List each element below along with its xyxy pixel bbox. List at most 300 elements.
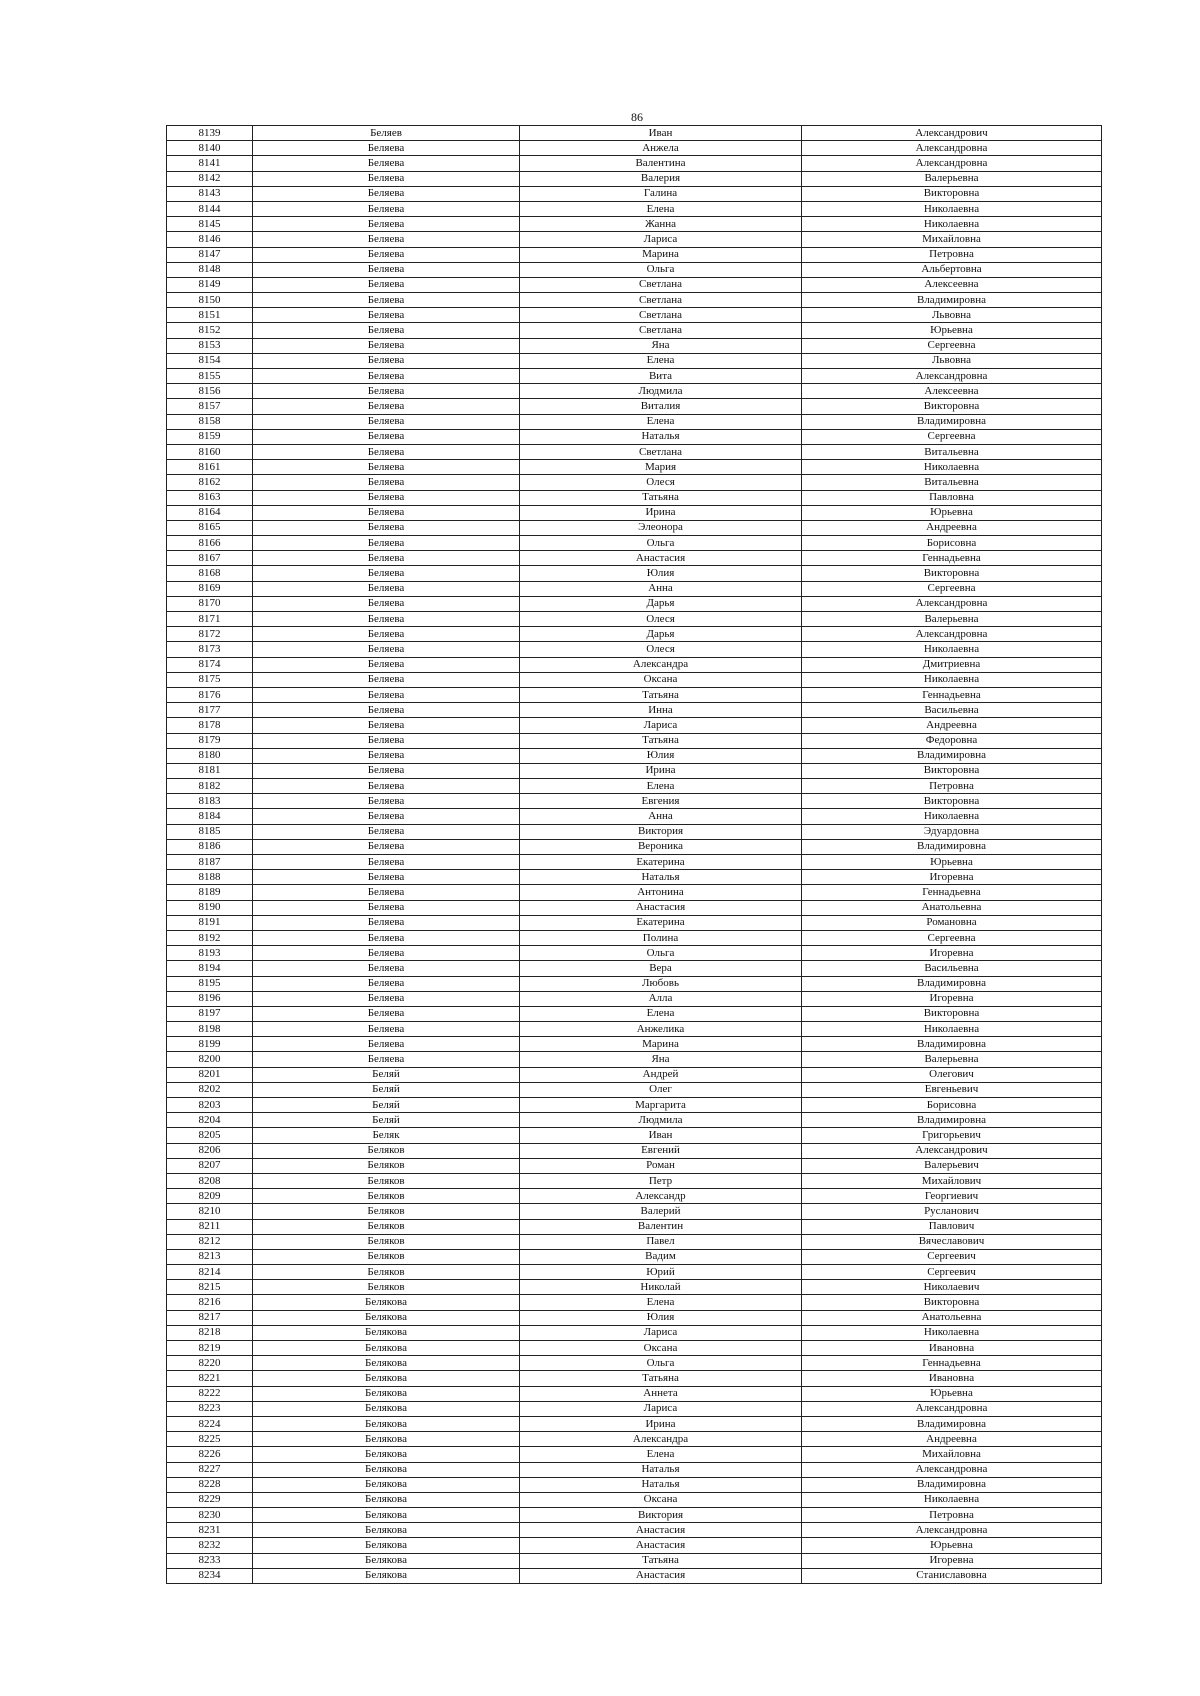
record-number-cell: 8146 — [167, 232, 253, 247]
record-number-cell: 8163 — [167, 490, 253, 505]
last-name-cell: Беляков — [253, 1204, 520, 1219]
first-name-cell: Ольга — [520, 262, 802, 277]
last-name-cell: Беляева — [253, 551, 520, 566]
first-name-cell: Валерия — [520, 171, 802, 186]
table-row — [167, 384, 1102, 399]
first-name-cell: Ольга — [520, 946, 802, 961]
record-number-cell: 8202 — [167, 1082, 253, 1097]
record-number-cell: 8155 — [167, 369, 253, 384]
last-name-cell: Беляева — [253, 429, 520, 444]
table-row — [167, 1371, 1102, 1386]
last-name-cell: Беляева — [253, 1052, 520, 1067]
patronymic-cell: Дмитриевна — [802, 657, 1102, 672]
last-name-cell: Беляева — [253, 247, 520, 262]
first-name-cell: Антонина — [520, 885, 802, 900]
patronymic-cell: Николаевна — [802, 201, 1102, 216]
registry-rows — [167, 126, 1102, 1584]
record-number-cell: 8161 — [167, 460, 253, 475]
record-number-cell: 8225 — [167, 1432, 253, 1447]
record-number-cell: 8172 — [167, 627, 253, 642]
table-row — [167, 1462, 1102, 1477]
last-name-cell: Беляева — [253, 490, 520, 505]
last-name-cell: Белякова — [253, 1310, 520, 1325]
patronymic-cell: Романовна — [802, 915, 1102, 930]
record-number-cell: 8223 — [167, 1401, 253, 1416]
table-row — [167, 1432, 1102, 1447]
record-number-cell: 8184 — [167, 809, 253, 824]
table-row — [167, 1508, 1102, 1523]
first-name-cell: Елена — [520, 1006, 802, 1021]
table-row — [167, 870, 1102, 885]
record-number-cell: 8182 — [167, 779, 253, 794]
table-row — [167, 1143, 1102, 1158]
patronymic-cell: Геннадьевна — [802, 551, 1102, 566]
table-row — [167, 293, 1102, 308]
table-row — [167, 1189, 1102, 1204]
patronymic-cell: Петровна — [802, 1508, 1102, 1523]
table-row — [167, 520, 1102, 535]
patronymic-cell: Юрьевна — [802, 855, 1102, 870]
table-row — [167, 1341, 1102, 1356]
table-row — [167, 809, 1102, 824]
record-number-cell: 8154 — [167, 353, 253, 368]
last-name-cell: Беляева — [253, 414, 520, 429]
patronymic-cell: Сергеевич — [802, 1265, 1102, 1280]
first-name-cell: Людмила — [520, 1113, 802, 1128]
record-number-cell: 8227 — [167, 1462, 253, 1477]
last-name-cell: Беляева — [253, 672, 520, 687]
record-number-cell: 8228 — [167, 1477, 253, 1492]
first-name-cell: Анастасия — [520, 900, 802, 915]
last-name-cell: Беляева — [253, 733, 520, 748]
first-name-cell: Екатерина — [520, 855, 802, 870]
table-row — [167, 657, 1102, 672]
patronymic-cell: Андреевна — [802, 520, 1102, 535]
record-number-cell: 8193 — [167, 946, 253, 961]
patronymic-cell: Владимировна — [802, 839, 1102, 854]
patronymic-cell: Игоревна — [802, 1553, 1102, 1568]
table-row — [167, 991, 1102, 1006]
patronymic-cell: Валерьевна — [802, 171, 1102, 186]
first-name-cell: Валентин — [520, 1219, 802, 1234]
first-name-cell: Анна — [520, 809, 802, 824]
last-name-cell: Беляева — [253, 885, 520, 900]
record-number-cell: 8201 — [167, 1067, 253, 1082]
first-name-cell: Ирина — [520, 763, 802, 778]
last-name-cell: Беляева — [253, 839, 520, 854]
record-number-cell: 8141 — [167, 156, 253, 171]
patronymic-cell: Владимировна — [802, 414, 1102, 429]
last-name-cell: Беляева — [253, 505, 520, 520]
last-name-cell: Белякова — [253, 1447, 520, 1462]
table-row — [167, 718, 1102, 733]
record-number-cell: 8214 — [167, 1265, 253, 1280]
patronymic-cell: Николаевна — [802, 460, 1102, 475]
table-row — [167, 915, 1102, 930]
first-name-cell: Анастасия — [520, 1568, 802, 1583]
patronymic-cell: Николаевна — [802, 217, 1102, 232]
record-number-cell: 8170 — [167, 596, 253, 611]
first-name-cell: Светлана — [520, 444, 802, 459]
patronymic-cell: Петровна — [802, 779, 1102, 794]
patronymic-cell: Андреевна — [802, 1432, 1102, 1447]
last-name-cell: Беляева — [253, 460, 520, 475]
last-name-cell: Беляева — [253, 657, 520, 672]
table-row — [167, 1386, 1102, 1401]
record-number-cell: 8189 — [167, 885, 253, 900]
last-name-cell: Белякова — [253, 1477, 520, 1492]
patronymic-cell: Геннадьевна — [802, 687, 1102, 702]
record-number-cell: 8194 — [167, 961, 253, 976]
table-row — [167, 1173, 1102, 1188]
first-name-cell: Роман — [520, 1158, 802, 1173]
last-name-cell: Белякова — [253, 1356, 520, 1371]
patronymic-cell: Викторовна — [802, 763, 1102, 778]
record-number-cell: 8186 — [167, 839, 253, 854]
first-name-cell: Вероника — [520, 839, 802, 854]
first-name-cell: Юлия — [520, 748, 802, 763]
first-name-cell: Иван — [520, 1128, 802, 1143]
record-number-cell: 8230 — [167, 1508, 253, 1523]
last-name-cell: Беляева — [253, 566, 520, 581]
patronymic-cell: Игоревна — [802, 870, 1102, 885]
table-row — [167, 566, 1102, 581]
first-name-cell: Марина — [520, 1037, 802, 1052]
patronymic-cell: Михайлович — [802, 1173, 1102, 1188]
patronymic-cell: Витальевна — [802, 475, 1102, 490]
record-number-cell: 8191 — [167, 915, 253, 930]
patronymic-cell: Валерьевич — [802, 1158, 1102, 1173]
record-number-cell: 8139 — [167, 126, 253, 141]
record-number-cell: 8153 — [167, 338, 253, 353]
last-name-cell: Беляева — [253, 536, 520, 551]
table-row — [167, 763, 1102, 778]
first-name-cell: Елена — [520, 779, 802, 794]
first-name-cell: Лариса — [520, 1325, 802, 1340]
table-row — [167, 551, 1102, 566]
record-number-cell: 8179 — [167, 733, 253, 748]
first-name-cell: Лариса — [520, 232, 802, 247]
patronymic-cell: Николаевна — [802, 1022, 1102, 1037]
patronymic-cell: Владимировна — [802, 976, 1102, 991]
patronymic-cell: Николаевна — [802, 809, 1102, 824]
first-name-cell: Татьяна — [520, 490, 802, 505]
table-row — [167, 1568, 1102, 1583]
patronymic-cell: Витальевна — [802, 444, 1102, 459]
table-row — [167, 1219, 1102, 1234]
last-name-cell: Белякова — [253, 1568, 520, 1583]
patronymic-cell: Владимировна — [802, 1037, 1102, 1052]
first-name-cell: Татьяна — [520, 733, 802, 748]
record-number-cell: 8211 — [167, 1219, 253, 1234]
patronymic-cell: Александровна — [802, 1401, 1102, 1416]
patronymic-cell: Сергеевна — [802, 429, 1102, 444]
patronymic-cell: Геннадьевна — [802, 1356, 1102, 1371]
record-number-cell: 8192 — [167, 930, 253, 945]
last-name-cell: Беляева — [253, 232, 520, 247]
last-name-cell: Беляева — [253, 171, 520, 186]
record-number-cell: 8188 — [167, 870, 253, 885]
first-name-cell: Петр — [520, 1173, 802, 1188]
last-name-cell: Беляева — [253, 855, 520, 870]
table-row — [167, 1082, 1102, 1097]
last-name-cell: Беляева — [253, 809, 520, 824]
first-name-cell: Екатерина — [520, 915, 802, 930]
table-row — [167, 839, 1102, 854]
first-name-cell: Юлия — [520, 1310, 802, 1325]
first-name-cell: Наталья — [520, 1477, 802, 1492]
first-name-cell: Галина — [520, 186, 802, 201]
last-name-cell: Беляева — [253, 794, 520, 809]
record-number-cell: 8166 — [167, 536, 253, 551]
last-name-cell: Беляева — [253, 961, 520, 976]
patronymic-cell: Александровна — [802, 369, 1102, 384]
first-name-cell: Ольга — [520, 536, 802, 551]
record-number-cell: 8197 — [167, 1006, 253, 1021]
first-name-cell: Дарья — [520, 627, 802, 642]
last-name-cell: Белякова — [253, 1386, 520, 1401]
record-number-cell: 8232 — [167, 1538, 253, 1553]
first-name-cell: Анжелика — [520, 1022, 802, 1037]
first-name-cell: Наталья — [520, 429, 802, 444]
table-row — [167, 1477, 1102, 1492]
last-name-cell: Беляков — [253, 1265, 520, 1280]
first-name-cell: Александра — [520, 657, 802, 672]
record-number-cell: 8206 — [167, 1143, 253, 1158]
record-number-cell: 8205 — [167, 1128, 253, 1143]
first-name-cell: Олеся — [520, 475, 802, 490]
patronymic-cell: Павловна — [802, 490, 1102, 505]
last-name-cell: Беляева — [253, 991, 520, 1006]
patronymic-cell: Николаевна — [802, 672, 1102, 687]
table-row — [167, 1037, 1102, 1052]
last-name-cell: Беляева — [253, 976, 520, 991]
record-number-cell: 8157 — [167, 399, 253, 414]
last-name-cell: Беляева — [253, 1006, 520, 1021]
first-name-cell: Валентина — [520, 156, 802, 171]
first-name-cell: Елена — [520, 414, 802, 429]
table-row — [167, 1325, 1102, 1340]
record-number-cell: 8190 — [167, 900, 253, 915]
table-row — [167, 262, 1102, 277]
table-row — [167, 1098, 1102, 1113]
last-name-cell: Беляк — [253, 1128, 520, 1143]
table-row — [167, 156, 1102, 171]
last-name-cell: Беляева — [253, 444, 520, 459]
first-name-cell: Анастасия — [520, 1523, 802, 1538]
first-name-cell: Иван — [520, 126, 802, 141]
patronymic-cell: Анатольевна — [802, 1310, 1102, 1325]
first-name-cell: Оксана — [520, 672, 802, 687]
patronymic-cell: Владимировна — [802, 1416, 1102, 1431]
last-name-cell: Беляева — [253, 946, 520, 961]
patronymic-cell: Николаевич — [802, 1280, 1102, 1295]
last-name-cell: Беляева — [253, 475, 520, 490]
table-row — [167, 596, 1102, 611]
record-number-cell: 8224 — [167, 1416, 253, 1431]
record-number-cell: 8213 — [167, 1249, 253, 1264]
record-number-cell: 8218 — [167, 1325, 253, 1340]
record-number-cell: 8162 — [167, 475, 253, 490]
table-row — [167, 824, 1102, 839]
last-name-cell: Беляй — [253, 1098, 520, 1113]
table-row — [167, 1158, 1102, 1173]
last-name-cell: Беляй — [253, 1082, 520, 1097]
record-number-cell: 8174 — [167, 657, 253, 672]
table-row — [167, 217, 1102, 232]
table-row — [167, 353, 1102, 368]
first-name-cell: Полина — [520, 930, 802, 945]
first-name-cell: Ольга — [520, 1356, 802, 1371]
table-row — [167, 1401, 1102, 1416]
first-name-cell: Ирина — [520, 505, 802, 520]
table-row — [167, 126, 1102, 141]
last-name-cell: Беляева — [253, 323, 520, 338]
record-number-cell: 8183 — [167, 794, 253, 809]
record-number-cell: 8181 — [167, 763, 253, 778]
first-name-cell: Вита — [520, 369, 802, 384]
record-number-cell: 8142 — [167, 171, 253, 186]
record-number-cell: 8178 — [167, 718, 253, 733]
last-name-cell: Беляева — [253, 293, 520, 308]
last-name-cell: Беляева — [253, 763, 520, 778]
last-name-cell: Беляева — [253, 596, 520, 611]
first-name-cell: Светлана — [520, 277, 802, 292]
record-number-cell: 8216 — [167, 1295, 253, 1310]
last-name-cell: Беляева — [253, 612, 520, 627]
first-name-cell: Оксана — [520, 1492, 802, 1507]
record-number-cell: 8175 — [167, 672, 253, 687]
first-name-cell: Аннета — [520, 1386, 802, 1401]
first-name-cell: Вадим — [520, 1249, 802, 1264]
last-name-cell: Беляков — [253, 1173, 520, 1188]
last-name-cell: Белякова — [253, 1325, 520, 1340]
table-row — [167, 186, 1102, 201]
patronymic-cell: Львовна — [802, 308, 1102, 323]
first-name-cell: Светлана — [520, 293, 802, 308]
record-number-cell: 8210 — [167, 1204, 253, 1219]
last-name-cell: Беляева — [253, 399, 520, 414]
last-name-cell: Беляй — [253, 1067, 520, 1082]
table-row — [167, 946, 1102, 961]
table-row — [167, 1249, 1102, 1264]
last-name-cell: Беляева — [253, 900, 520, 915]
record-number-cell: 8152 — [167, 323, 253, 338]
table-row — [167, 748, 1102, 763]
patronymic-cell: Александровна — [802, 1462, 1102, 1477]
last-name-cell: Беляева — [253, 581, 520, 596]
patronymic-cell: Вячеславович — [802, 1234, 1102, 1249]
table-row — [167, 703, 1102, 718]
patronymic-cell: Михайловна — [802, 1447, 1102, 1462]
table-row — [167, 1280, 1102, 1295]
first-name-cell: Виталия — [520, 399, 802, 414]
first-name-cell: Елена — [520, 201, 802, 216]
first-name-cell: Татьяна — [520, 687, 802, 702]
first-name-cell: Яна — [520, 1052, 802, 1067]
table-row — [167, 961, 1102, 976]
patronymic-cell: Александровна — [802, 1523, 1102, 1538]
first-name-cell: Наталья — [520, 870, 802, 885]
table-row — [167, 1492, 1102, 1507]
patronymic-cell: Ивановна — [802, 1371, 1102, 1386]
table-row — [167, 201, 1102, 216]
record-number-cell: 8149 — [167, 277, 253, 292]
first-name-cell: Людмила — [520, 384, 802, 399]
table-row — [167, 612, 1102, 627]
first-name-cell: Лариса — [520, 718, 802, 733]
patronymic-cell: Владимировна — [802, 1477, 1102, 1492]
patronymic-cell: Валерьевна — [802, 1052, 1102, 1067]
record-number-cell: 8169 — [167, 581, 253, 596]
last-name-cell: Белякова — [253, 1416, 520, 1431]
patronymic-cell: Николаевна — [802, 1492, 1102, 1507]
record-number-cell: 8148 — [167, 262, 253, 277]
table-row — [167, 338, 1102, 353]
last-name-cell: Беляева — [253, 930, 520, 945]
record-number-cell: 8217 — [167, 1310, 253, 1325]
record-number-cell: 8234 — [167, 1568, 253, 1583]
record-number-cell: 8208 — [167, 1173, 253, 1188]
patronymic-cell: Григорьевич — [802, 1128, 1102, 1143]
table-row — [167, 1523, 1102, 1538]
patronymic-cell: Сергеевна — [802, 581, 1102, 596]
record-number-cell: 8180 — [167, 748, 253, 763]
last-name-cell: Беляева — [253, 748, 520, 763]
record-number-cell: 8204 — [167, 1113, 253, 1128]
table-row — [167, 1310, 1102, 1325]
record-number-cell: 8203 — [167, 1098, 253, 1113]
patronymic-cell: Михайловна — [802, 232, 1102, 247]
patronymic-cell: Петровна — [802, 247, 1102, 262]
patronymic-cell: Андреевна — [802, 718, 1102, 733]
table-row — [167, 1265, 1102, 1280]
last-name-cell: Беляева — [253, 201, 520, 216]
table-row — [167, 900, 1102, 915]
patronymic-cell: Александровна — [802, 141, 1102, 156]
table-row — [167, 885, 1102, 900]
last-name-cell: Беляева — [253, 824, 520, 839]
first-name-cell: Жанна — [520, 217, 802, 232]
first-name-cell: Павел — [520, 1234, 802, 1249]
patronymic-cell: Викторовна — [802, 1295, 1102, 1310]
last-name-cell: Беляева — [253, 687, 520, 702]
patronymic-cell: Александрович — [802, 126, 1102, 141]
table-row — [167, 1113, 1102, 1128]
record-number-cell: 8219 — [167, 1341, 253, 1356]
patronymic-cell: Валерьевна — [802, 612, 1102, 627]
table-row — [167, 1447, 1102, 1462]
last-name-cell: Белякова — [253, 1508, 520, 1523]
first-name-cell: Мария — [520, 460, 802, 475]
last-name-cell: Беляева — [253, 520, 520, 535]
patronymic-cell: Николаевна — [802, 642, 1102, 657]
last-name-cell: Беляева — [253, 703, 520, 718]
last-name-cell: Беляков — [253, 1219, 520, 1234]
first-name-cell: Яна — [520, 338, 802, 353]
last-name-cell: Беляева — [253, 384, 520, 399]
first-name-cell: Алла — [520, 991, 802, 1006]
table-row — [167, 855, 1102, 870]
patronymic-cell: Львовна — [802, 353, 1102, 368]
record-number-cell: 8156 — [167, 384, 253, 399]
first-name-cell: Анжела — [520, 141, 802, 156]
record-number-cell: 8209 — [167, 1189, 253, 1204]
first-name-cell: Марина — [520, 247, 802, 262]
first-name-cell: Анна — [520, 581, 802, 596]
table-row — [167, 490, 1102, 505]
first-name-cell: Евгений — [520, 1143, 802, 1158]
